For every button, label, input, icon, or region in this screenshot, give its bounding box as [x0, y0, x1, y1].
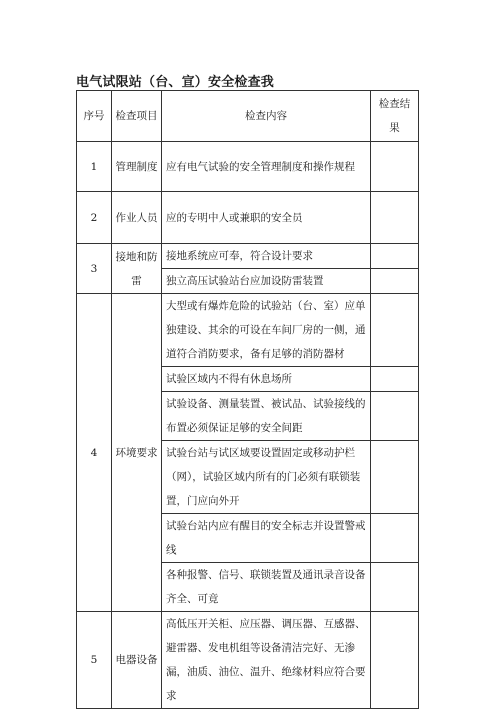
row-content: 各种报警、信号、联锁装置及通讯录音设备齐全、可竟: [162, 563, 371, 612]
header-content: 检查内容: [162, 91, 371, 142]
row-content: 应的专明中人或兼职的安全员: [162, 192, 371, 244]
row-item: 环境要求: [112, 294, 162, 612]
row-item: 管理制度: [112, 142, 162, 192]
row-result[interactable]: [371, 269, 419, 294]
row-content: 试验台站内应有醒目的安全标志并设置警戒线: [162, 514, 371, 563]
header-row: [77, 91, 419, 142]
inspection-table: [76, 90, 419, 709]
row-item: 电器设备: [112, 612, 162, 709]
row-content: 试验台站与试区域要设置固定或移动护栏（网），试验区域内所有的门必须有联锁装置，门应向外开: [162, 441, 371, 514]
row-content: 接地系统应可奉，符合设计要求: [162, 244, 371, 269]
page-title: 电气试限站（台、宣）安全检查我: [76, 75, 275, 90]
row-result[interactable]: [371, 514, 419, 563]
table-row: [77, 612, 419, 709]
row-content: 试验设备、测量装置、被试品、试验接线的布置必须保证足够的安全间距: [162, 392, 371, 441]
row-result[interactable]: [371, 192, 419, 244]
row-content: 试验区域内不得有休息场所: [162, 367, 371, 392]
row-content: 大型或有爆炸危险的试验站（台、室）应单独建设、其余的可设在车间厂房的一侧，通道符合消防要求，备有足够的消防器材: [162, 294, 371, 367]
header-item: 检查项目: [112, 91, 162, 142]
header-seq: 序号: [77, 91, 112, 142]
row-result[interactable]: [371, 392, 419, 441]
row-result[interactable]: [371, 612, 419, 709]
row-item: 作业人员: [112, 192, 162, 244]
row-item: 接地和防雷: [112, 244, 162, 294]
row-seq: 4: [77, 294, 112, 612]
row-content: 高低压开关柜、应压器、调压器、互感器、避雷器、发电机组等设备清洁完好、无渗漏，油质、油位、温升、绝缘材料应符合要求: [162, 612, 371, 709]
row-result[interactable]: [371, 367, 419, 392]
row-result[interactable]: [371, 244, 419, 269]
row-seq: 2: [77, 192, 112, 244]
row-result[interactable]: [371, 441, 419, 514]
row-seq: 5: [77, 612, 112, 709]
row-result[interactable]: [371, 294, 419, 367]
row-result[interactable]: [371, 563, 419, 612]
table-row: [77, 142, 419, 192]
table-row: [77, 244, 419, 269]
row-content: 应有电气试验的安全管理制度和操作规程: [162, 142, 371, 192]
table-row: [77, 294, 419, 367]
header-result: 检查结果: [371, 91, 419, 142]
row-content: 独立高压试验站台应加设防雷装置: [162, 269, 371, 294]
row-seq: 3: [77, 244, 112, 294]
table-row: [77, 192, 419, 244]
row-result[interactable]: [371, 142, 419, 192]
row-seq: 1: [77, 142, 112, 192]
